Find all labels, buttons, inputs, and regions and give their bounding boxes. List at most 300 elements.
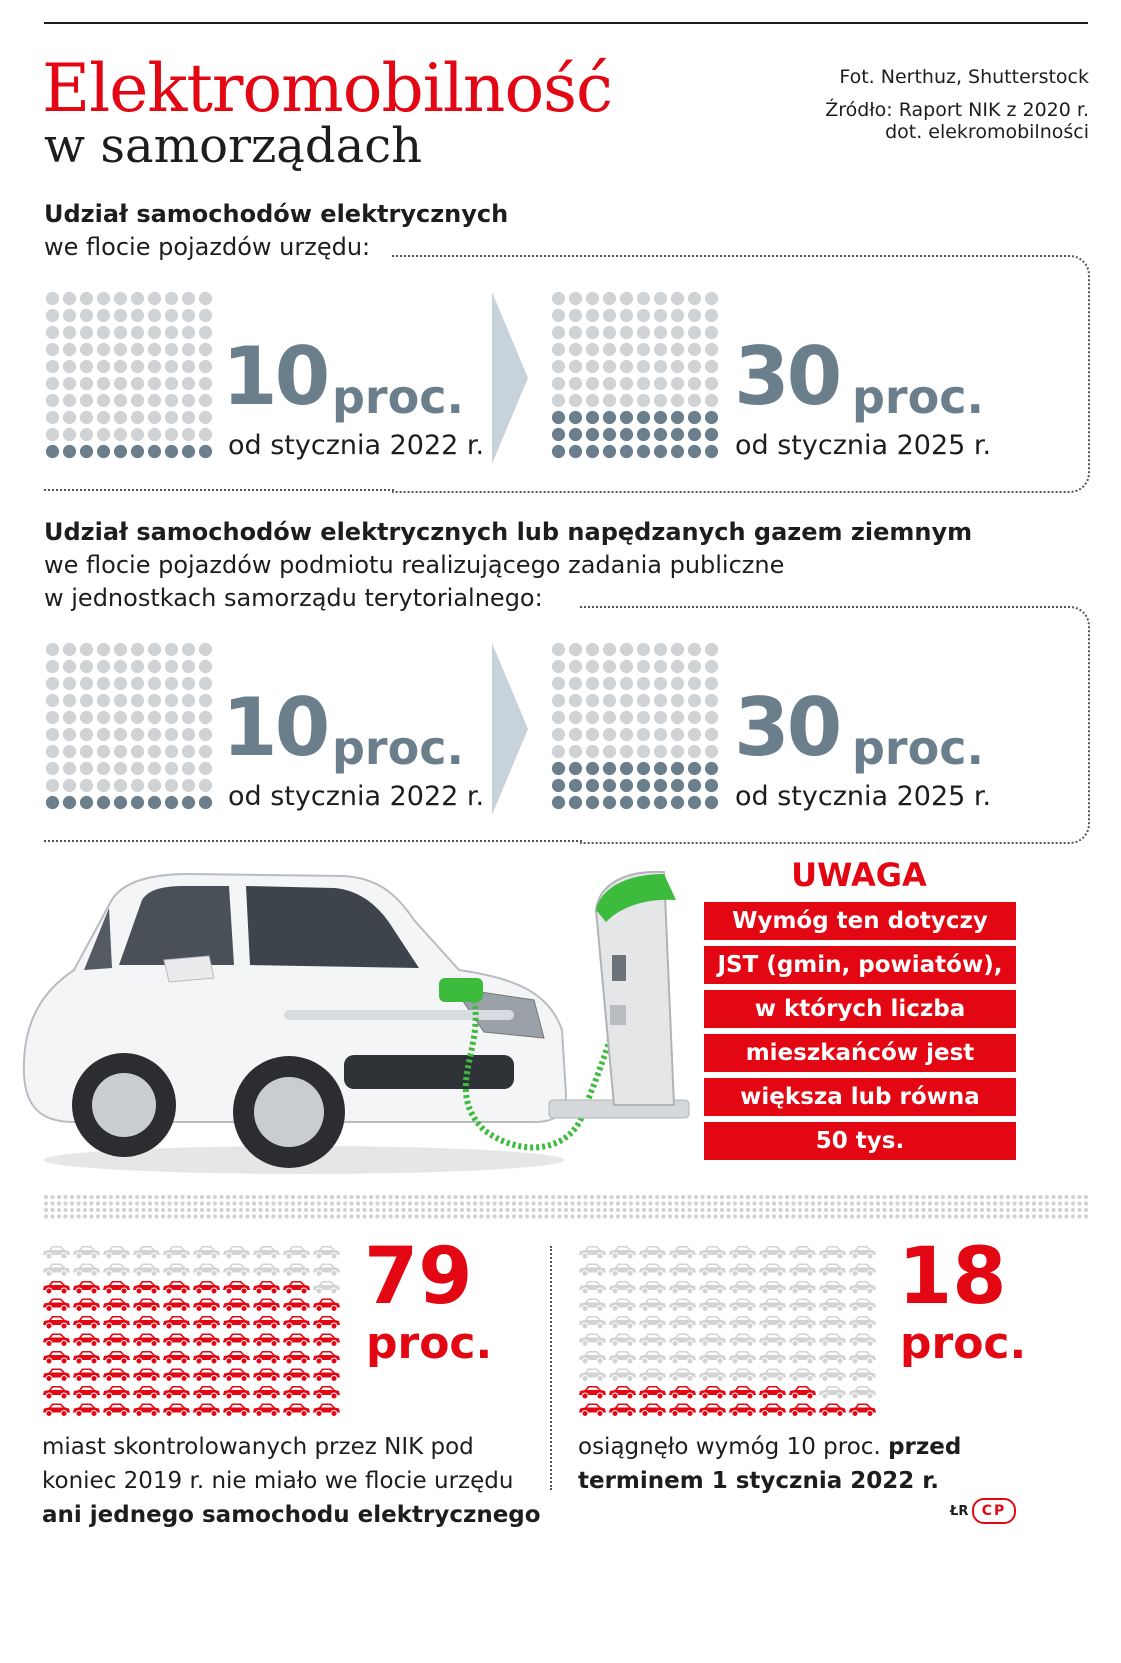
waffle-dot-empty [603,745,616,758]
waffle-dot-empty [688,377,701,390]
car-icon-filled [253,1281,280,1294]
car-icon-empty [789,1246,816,1259]
waffle-dot-filled [63,796,76,809]
waffle-dot-filled [165,445,178,458]
car-icon-empty [669,1264,696,1277]
waffle-dot-empty [131,292,144,305]
source-line-1: Źródło: Raport NIK z 2020 r. [825,99,1089,121]
car-icon-empty [223,1264,250,1277]
waffle-dot-empty [182,694,195,707]
car-icon-empty [699,1369,726,1382]
caption-2022-section2: od stycznia 2022 r. [228,781,485,812]
waffle-dot-empty [603,677,616,690]
waffle-dot-empty [705,677,718,690]
car-icon-filled [223,1281,250,1294]
car-icon-filled [669,1404,696,1417]
waffle-dot-empty [671,377,684,390]
waffle-dot-filled [569,428,582,441]
waffle-dot-empty [80,411,93,424]
waffle-dot-empty [654,728,667,741]
stat-79-unit: proc. [366,1318,493,1369]
waffle-dot-empty [671,343,684,356]
waffle-dot-empty [637,660,650,673]
waffle-svg [550,290,720,460]
waffle-dot-empty [131,728,144,741]
car-icon-empty [579,1369,606,1382]
waffle-dot-empty [620,377,633,390]
stats-divider [550,1246,552,1490]
waffle-dot-filled [199,796,212,809]
waffle-dot-empty [46,343,59,356]
car-icon-empty [729,1316,756,1329]
car-icon-filled [789,1386,816,1399]
waffle-dot-empty [199,660,212,673]
car-icon-filled [133,1386,160,1399]
section2-heading: Udział samochodów elektrycznych lub napędzanych gazem ziemnym [44,518,973,546]
waffle-dot-empty [654,745,667,758]
waffle-dot-filled [97,445,110,458]
waffle-dot-empty [165,762,178,775]
car-icon-filled [313,1386,340,1399]
waffle-dot-empty [114,428,127,441]
waffle-dot-empty [131,394,144,407]
waffle-dot-empty [688,677,701,690]
car-icon-filled [43,1351,70,1364]
car-icon-empty [849,1299,876,1312]
waffle-dot-empty [165,643,178,656]
waffle-dot-empty [586,643,599,656]
waffle-dot-empty [586,343,599,356]
waffle-dot-empty [131,343,144,356]
car-icon-empty [669,1334,696,1347]
waffle-dot-empty [80,745,93,758]
waffle-dot-empty [46,326,59,339]
waffle-dot-filled [552,796,565,809]
car-icon-empty [819,1351,846,1364]
waffle-dot-empty [688,360,701,373]
car-icon-empty [819,1264,846,1277]
car-icon-empty [193,1246,220,1259]
car-icon-filled [699,1404,726,1417]
waffle-dot-empty [552,309,565,322]
dotted-separator [44,1194,1088,1220]
waffle-dot-empty [552,394,565,407]
waffle-dot-filled [603,762,616,775]
car-icon-empty [313,1264,340,1277]
waffle-dot-empty [569,711,582,724]
waffle-dot-empty [705,694,718,707]
waffle-dot-empty [131,779,144,792]
waffle-dot-filled [552,762,565,775]
waffle-dot-empty [637,292,650,305]
waffle-dot-empty [603,309,616,322]
car-icon-empty [729,1351,756,1364]
waffle-svg [550,641,720,811]
waffle-dot-filled [688,445,701,458]
car-icon-filled [253,1299,280,1312]
car-icon-empty [103,1264,130,1277]
car-icon-filled [253,1316,280,1329]
waffle-dot-empty [114,728,127,741]
waffle-2025-section1 [550,290,720,464]
waffle-dot-empty [569,309,582,322]
car-icon-filled [103,1404,130,1417]
car-icon-empty [579,1316,606,1329]
waffle-dot-filled [637,428,650,441]
car-icon-filled [133,1351,160,1364]
waffle-dot-empty [165,326,178,339]
waffle-dot-empty [131,411,144,424]
car-icon-filled [609,1404,636,1417]
car-icon-empty [313,1246,340,1259]
waffle-dot-empty [671,643,684,656]
car-icon-empty [849,1246,876,1259]
car-grid-18 [578,1244,878,1423]
car-icon-empty [819,1246,846,1259]
car-icon-filled [283,1281,310,1294]
waffle-dot-filled [688,428,701,441]
waffle-dot-empty [80,660,93,673]
waffle-dot-empty [620,745,633,758]
uwaga-line-3: w których liczba [704,990,1016,1028]
waffle-dot-empty [705,360,718,373]
car-icon-filled [759,1404,786,1417]
waffle-dot-empty [654,660,667,673]
waffle-dot-empty [569,326,582,339]
section2-subheading-1: we flocie pojazdów podmiotu realizującego zadania publiczne [44,551,785,579]
car-icon-empty [729,1334,756,1347]
waffle-dot-empty [654,711,667,724]
car-icon-empty [729,1299,756,1312]
waffle-dot-empty [97,411,110,424]
waffle-dot-empty [63,643,76,656]
car-icon-filled [223,1351,250,1364]
waffle-dot-empty [569,677,582,690]
waffle-dot-empty [586,377,599,390]
car-icon-filled [253,1334,280,1347]
waffle-dot-empty [148,745,161,758]
waffle-dot-empty [165,745,178,758]
car-icon-empty [789,1369,816,1382]
unit-2022-section2: proc. [332,721,464,775]
waffle-dot-filled [182,445,195,458]
waffle-dot-empty [97,745,110,758]
waffle-2025-section2 [550,641,720,815]
waffle-dot-empty [46,360,59,373]
waffle-dot-empty [165,728,178,741]
car-icon-empty [639,1299,666,1312]
car-icon-filled [43,1316,70,1329]
waffle-dot-filled [569,445,582,458]
waffle-dot-empty [63,660,76,673]
waffle-dot-empty [46,762,59,775]
waffle-dot-empty [671,694,684,707]
waffle-dot-filled [199,445,212,458]
waffle-dot-filled [620,445,633,458]
uwaga-line-6: 50 tys. [704,1122,1016,1160]
waffle-dot-empty [63,428,76,441]
car-icon-empty [729,1246,756,1259]
waffle-dot-empty [148,660,161,673]
waffle-dot-empty [182,377,195,390]
value-2022-section2: 10 [222,681,328,774]
waffle-dot-empty [97,762,110,775]
car-icon-empty [639,1264,666,1277]
waffle-dot-empty [97,779,110,792]
waffle-dot-empty [63,377,76,390]
waffle-dot-empty [63,779,76,792]
car-icon-filled [73,1316,100,1329]
source-line-2: dot. elekromobilności [885,121,1089,143]
waffle-dot-filled [705,762,718,775]
waffle-dot-empty [131,660,144,673]
car-icon-filled [253,1386,280,1399]
waffle-dot-empty [637,711,650,724]
waffle-dot-empty [671,677,684,690]
car-icon-empty [253,1246,280,1259]
waffle-dot-filled [97,796,110,809]
waffle-dot-filled [131,796,144,809]
stat-18-unit: proc. [900,1318,1027,1369]
waffle-dot-empty [165,309,178,322]
waffle-dot-empty [620,728,633,741]
waffle-dot-empty [182,343,195,356]
waffle-dot-filled [620,428,633,441]
waffle-dot-empty [131,762,144,775]
waffle-dot-empty [569,694,582,707]
car-icon-filled [283,1316,310,1329]
waffle-2022-section1 [44,290,214,464]
car-icon-empty [849,1316,876,1329]
car-icon-empty [223,1246,250,1259]
car-icon-filled [103,1369,130,1382]
car-icon-filled [313,1334,340,1347]
waffle-dot-empty [165,677,178,690]
waffle-dot-empty [620,326,633,339]
waffle-dot-empty [63,343,76,356]
waffle-dot-empty [688,292,701,305]
car-icon-filled [73,1351,100,1364]
waffle-dot-empty [199,762,212,775]
waffle-dot-empty [63,711,76,724]
waffle-dot-filled [80,796,93,809]
waffle-dot-empty [80,677,93,690]
waffle-dot-empty [182,660,195,673]
waffle-dot-empty [165,343,178,356]
waffle-dot-empty [182,728,195,741]
waffle-dot-empty [637,728,650,741]
waffle-dot-empty [97,343,110,356]
car-icon-filled [223,1386,250,1399]
caption-2022-section1: od stycznia 2022 r. [228,430,485,461]
waffle-dot-empty [586,326,599,339]
car-icon-filled [253,1351,280,1364]
waffle-dot-empty [620,643,633,656]
waffle-dot-empty [199,745,212,758]
waffle-dot-filled [63,445,76,458]
waffle-dot-empty [637,326,650,339]
car-icon-filled [193,1334,220,1347]
car-icon-filled [163,1404,190,1417]
waffle-dot-empty [603,360,616,373]
caption-2025-section2: od stycznia 2025 r. [735,781,992,812]
car-icon-empty [699,1351,726,1364]
car-icon-filled [253,1404,280,1417]
waffle-dot-empty [603,643,616,656]
dotted-separator-svg [44,1194,1088,1220]
waffle-dot-empty [63,728,76,741]
waffle-dot-empty [46,745,59,758]
waffle-dot-filled [705,779,718,792]
waffle-dot-empty [688,660,701,673]
car-icon-empty [313,1281,340,1294]
waffle-dot-filled [637,445,650,458]
car-icon-empty [609,1334,636,1347]
waffle-dot-empty [569,377,582,390]
arrow-right-icon [492,292,528,464]
waffle-dot-filled [552,428,565,441]
waffle-dot-filled [603,428,616,441]
waffle-dot-empty [148,428,161,441]
car-icon-filled [133,1316,160,1329]
waffle-dot-empty [46,660,59,673]
waffle-dot-empty [586,660,599,673]
car-icon-empty [73,1264,100,1277]
car-icon-filled [133,1369,160,1382]
car-icon-filled [283,1386,310,1399]
car-icon-empty [639,1334,666,1347]
car-icon-empty [283,1246,310,1259]
car-icon-empty [819,1299,846,1312]
stat-18-text-bold-1: przed [888,1434,962,1460]
car-icon-filled [133,1404,160,1417]
car-icon-empty [669,1316,696,1329]
car-icon-empty [759,1281,786,1294]
waffle-dot-empty [705,309,718,322]
car-icon-empty [759,1369,786,1382]
waffle-dot-empty [165,377,178,390]
car-icon-empty [819,1386,846,1399]
section1-subheading: we flocie pojazdów urzędu: [44,233,371,261]
waffle-svg [44,290,214,460]
waffle-dot-empty [182,677,195,690]
waffle-dot-empty [148,762,161,775]
waffle-dot-empty [671,728,684,741]
waffle-dot-empty [114,643,127,656]
waffle-dot-empty [148,343,161,356]
waffle-dot-empty [46,643,59,656]
waffle-dot-empty [569,745,582,758]
car-icon-filled [73,1386,100,1399]
car-icon-filled [313,1299,340,1312]
stat-18-value: 18 [898,1232,1007,1322]
waffle-dot-empty [80,728,93,741]
car-icon-empty [253,1264,280,1277]
value-2022-section1: 10 [222,330,328,423]
section1-heading: Udział samochodów elektrycznych [44,200,509,228]
waffle-dot-empty [637,745,650,758]
unit-2025-section2: proc. [852,721,984,775]
waffle-dot-empty [705,292,718,305]
waffle-dot-empty [654,360,667,373]
car-icon-filled [223,1404,250,1417]
car-icon-empty [729,1369,756,1382]
waffle-dot-empty [199,343,212,356]
waffle-dot-empty [688,728,701,741]
waffle-dot-empty [80,779,93,792]
waffle-dot-empty [148,326,161,339]
waffle-dot-empty [586,677,599,690]
waffle-dot-empty [46,394,59,407]
waffle-dot-empty [97,394,110,407]
waffle-dot-filled [586,411,599,424]
waffle-dot-empty [80,394,93,407]
car-icon-empty [579,1299,606,1312]
waffle-dot-empty [620,360,633,373]
waffle-svg [44,641,214,811]
waffle-dot-empty [114,292,127,305]
car-icon-empty [699,1334,726,1347]
waffle-dot-empty [148,292,161,305]
waffle-dot-empty [654,377,667,390]
waffle-dot-empty [688,309,701,322]
car-icon-empty [579,1334,606,1347]
waffle-dot-empty [97,292,110,305]
car-icon-filled [103,1334,130,1347]
waffle-dot-empty [688,326,701,339]
waffle-dot-empty [603,660,616,673]
waffle-dot-filled [688,796,701,809]
car-icon-empty [669,1281,696,1294]
waffle-dot-empty [199,309,212,322]
car-icon-empty [849,1369,876,1382]
waffle-dot-empty [569,394,582,407]
car-icon-empty [103,1246,130,1259]
car-icon-empty [609,1369,636,1382]
waffle-dot-empty [131,326,144,339]
car-icon-empty [639,1281,666,1294]
waffle-dot-empty [603,394,616,407]
waffle-dot-empty [586,360,599,373]
car-icon-empty [789,1281,816,1294]
car-icon-filled [729,1404,756,1417]
waffle-dot-filled [654,428,667,441]
waffle-dot-empty [705,660,718,673]
car-icon-empty [609,1316,636,1329]
waffle-dot-empty [46,677,59,690]
car-icon-empty [789,1299,816,1312]
waffle-dot-empty [603,326,616,339]
waffle-dot-empty [148,360,161,373]
publisher-logo: CP [972,1498,1016,1524]
waffle-dot-empty [131,377,144,390]
car-icon-empty [699,1246,726,1259]
waffle-dot-empty [603,728,616,741]
waffle-dot-empty [671,745,684,758]
car-icon-filled [313,1404,340,1417]
waffle-dot-empty [148,728,161,741]
waffle-dot-filled [552,445,565,458]
car-icon-empty [759,1264,786,1277]
waffle-dot-empty [552,711,565,724]
car-icon-empty [609,1351,636,1364]
waffle-dot-empty [80,343,93,356]
waffle-dot-empty [80,762,93,775]
waffle-dot-empty [637,309,650,322]
waffle-dot-empty [46,292,59,305]
waffle-dot-empty [131,677,144,690]
waffle-dot-empty [182,428,195,441]
